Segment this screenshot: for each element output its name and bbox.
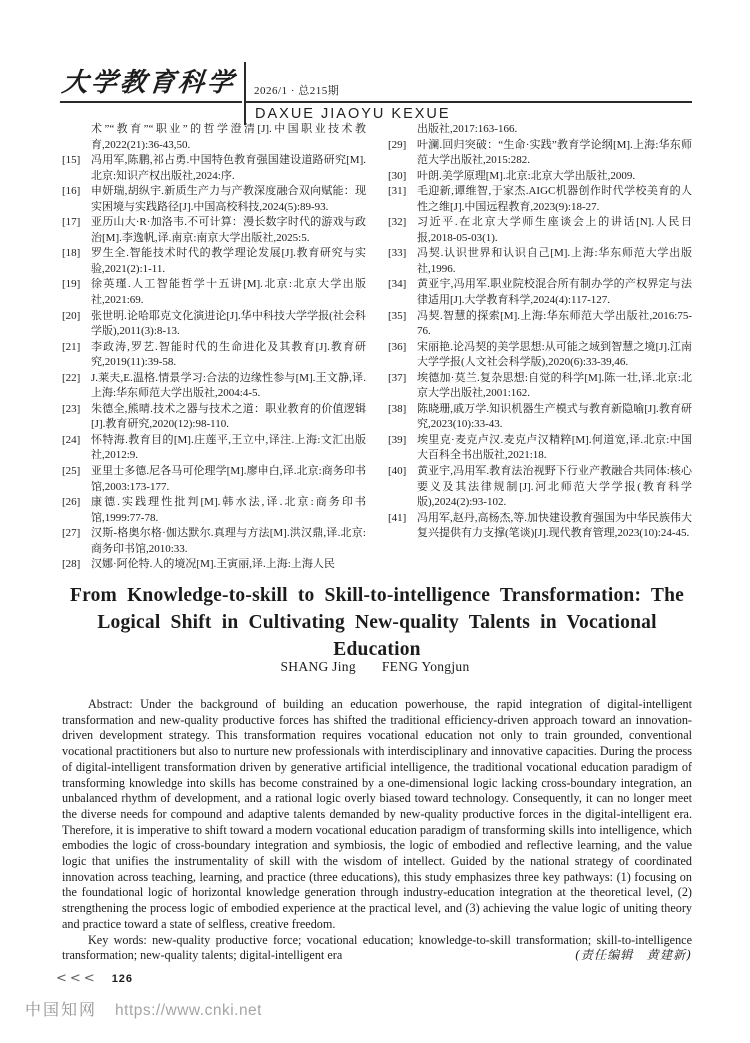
references-right-column [388, 122, 692, 573]
editor-note: (责任编辑 黄建新) [574, 948, 692, 963]
reference-number: [17] [62, 216, 81, 229]
issue-info: 2026/1 · 总215期 [244, 62, 692, 103]
journal-pinyin: DAXUE JIAOYU KEXUE [244, 103, 692, 125]
reference-text: 出版社,2017:163-166. [417, 123, 518, 135]
reference-item [62, 340, 366, 371]
reference-number: [34] [388, 278, 407, 291]
reference-number: [19] [62, 278, 81, 291]
reference-item [388, 309, 692, 340]
author-name: FENG Yongjun [381, 659, 470, 674]
reference-number: [16] [62, 185, 81, 198]
abstract-paragraph [62, 697, 692, 933]
reference-item [62, 464, 366, 495]
reference-item [62, 495, 366, 526]
reference-number: [32] [388, 216, 407, 229]
reference-number: [29] [388, 138, 407, 151]
reference-item [388, 340, 692, 371]
reference-text: 埃德加·莫兰.复杂思想:自觉的科学[M].陈一壮,译.北京:北京大学出版社,2001:162. [417, 371, 692, 400]
reference-number [62, 122, 91, 153]
reference-item [388, 138, 692, 169]
reference-text: 宋丽艳.论冯契的美学思想:从可能之域到智慧之境[J].江南大学学报(人文社会科学版),2020(6):33-39,46. [417, 340, 692, 369]
reference-text: 埃里克·麦克卢汉.麦克卢汉精粹[M].何道宽,译.北京:中国大百科全书出版社,2021:18. [417, 433, 692, 462]
reference-text: 冯用军,赵丹,高杨杰,等.加快建设教育强国为中华民族伟大复兴提供有力支撑(笔谈)[J].现代教育管理,2023(10):24-45. [417, 511, 692, 540]
reference-number: [20] [62, 309, 81, 322]
author-name: SHANG Jing [280, 659, 356, 674]
reference-text: 亚历山大·R·加洛韦.不可计算：漫长数字时代的游戏与政治[M].李逸帆,译.南京:南京大学出版社,2025:5. [91, 216, 366, 244]
reference-text: 毛迎新,谭维智,于家杰.AIGC机器创作时代学校美育的人性之维[J].中国远程教育,2023(9):18-27. [417, 185, 692, 213]
reference-item [62, 277, 366, 308]
reference-number: [37] [388, 371, 407, 384]
reference-text: 冯契.认识世界和认识自己[M].上海:华东师范大学出版社,1996. [417, 247, 692, 275]
reference-text: 李政涛,罗艺.智能时代的生命进化及其教育[J].教育研究,2019(11):39-58. [91, 340, 366, 369]
reference-item [388, 371, 692, 402]
reference-item [388, 433, 692, 464]
reference-item [62, 309, 366, 340]
reference-text: 罗生全.智能技术时代的教学理论发展[J].教育研究与实验,2021(2):1-11. [91, 247, 366, 275]
reference-number: [15] [62, 154, 81, 167]
reference-item [388, 184, 692, 215]
reference-item [62, 557, 366, 573]
reference-text: 申妍瑞,胡纵宇.新质生产力与产教深度融合双向赋能：现实困境与实践路径[J].中国高校科技,2024(5):89-93. [91, 185, 366, 213]
reference-text: J.莱夫,E.温格.情景学习:合法的边缘性参与[M].王文静,译.上海:华东师范大学出版社,2004:4-5. [91, 371, 366, 400]
reference-text: 术”“教育”“职业”的哲学澄清[J].中国职业技术教育,2022(21):36-43,50. [91, 123, 366, 151]
article-authors [0, 659, 750, 675]
reference-item [62, 371, 366, 402]
page-nav [56, 971, 133, 986]
reference-number: [28] [62, 558, 81, 571]
keywords-label: Key words: [88, 932, 153, 947]
keywords-paragraph [62, 933, 692, 964]
journal-header [62, 62, 692, 125]
reference-number: [21] [62, 340, 81, 353]
reference-item [62, 402, 366, 433]
reference-item [388, 511, 692, 542]
references-left-column [62, 122, 366, 573]
reference-text: 康德.实践理性批判[M].韩水法,译.北京:商务印书馆,1999:77-78. [91, 496, 366, 524]
chevrons-left-icon: <<< [56, 971, 98, 986]
reference-number: [24] [62, 433, 81, 446]
reference-text: 黄亚宇,冯用军.职业院校混合所有制办学的产权界定与法律适用[J].大学教育科学,2024(4):117-127. [417, 278, 692, 307]
reference-item [388, 169, 692, 185]
page-number: 126 [111, 973, 134, 985]
cnki-url: https://www.cnki.net [115, 1002, 262, 1019]
reference-text: 汉娜·阿伦特.人的境况[M].王寅丽,译.上海:上海人民 [91, 558, 335, 571]
abstract-label: Abstract: [88, 697, 141, 711]
reference-text: 叶朗.美学原理[M].北京:北京大学出版社,2009. [417, 169, 636, 182]
article-title-english: From Knowledge-to-skill to Skill-to-intelligence Transformation: The Logical Shift in Cultivating New-quality Talents in Vocational Education [69, 585, 684, 661]
reference-item [388, 464, 692, 511]
reference-text: 亚里士多德.尼各马可伦理学[M].廖申白,译.北京:商务印书馆,2003:173-177. [91, 465, 366, 493]
reference-item [62, 184, 366, 215]
reference-text: 朱德全,熊晴.技术之器与技术之道：职业教育的价值逻辑[J].教育研究,2020(12):98-110. [91, 402, 366, 431]
reference-item [62, 433, 366, 464]
reference-text: 习近平.在北京大学师生座谈会上的讲话[N].人民日报,2018-05-03(1). [417, 216, 692, 244]
reference-number: [41] [388, 511, 407, 524]
reference-text: 张世明.论哈耶克文化演进论[J].华中科技大学学报(社会科学版),2011(3):8-13. [91, 309, 366, 338]
reference-item [62, 526, 366, 557]
reference-number: [27] [62, 527, 81, 540]
reference-text: 冯契.智慧的探索[M].上海:华东师范大学出版社,2016:75-76. [417, 309, 692, 338]
reference-number: [30] [388, 169, 407, 182]
reference-item [62, 122, 366, 153]
reference-item [388, 215, 692, 246]
reference-number [388, 122, 417, 138]
reference-text: 徐英瑾.人工智能哲学十五讲[M].北京:北京大学出版社,2021:69. [91, 278, 366, 307]
abstract-section [62, 697, 692, 964]
references-section [62, 122, 692, 573]
cnki-watermark [25, 997, 262, 1020]
reference-number: [36] [388, 340, 407, 353]
reference-item [62, 215, 366, 246]
reference-number: [18] [62, 247, 81, 260]
reference-item [388, 246, 692, 277]
reference-number: [40] [388, 465, 407, 478]
reference-number: [23] [62, 402, 81, 415]
reference-number: [33] [388, 247, 407, 260]
reference-text: 陈晓珊,戚万学.知识机器生产模式与教育新隐喻[J].教育研究,2023(10):33-43. [417, 402, 692, 431]
keywords-text: new-quality productive force; vocational education; knowledge-to-skill transformation; skill-to-intelligence transformation; new-quality talents; digital-intelligent era [62, 932, 692, 963]
reference-number: [35] [388, 309, 407, 322]
reference-item [388, 402, 692, 433]
reference-number: [26] [62, 496, 81, 509]
reference-number: [22] [62, 371, 81, 384]
abstract-text: Under the background of building an education powerhouse, the rapid integration of digital-intelligent transformation and new-quality productive forces has shifted the traditional efficiency-driven approach toward an innovation-driven development strategy. This transformation requires vocational education not only to train grounded, conventional vocational practitioners but also to nurture new professionals with interdisciplinary and innovative capacities. During the process of digital-intelligent transformation driven by generative artificial intelligence, the traditional vocational education paradigm of transforming knowledge into skills has become constrained by a one-dimensional logic lacking cross-boundary integration, an unbalanced rhythm of development, and a rational logic overly biased toward technology. Consequently, it can no longer meet the diverse needs for compound and adaptive talents demanded by new-quality productive forces in the digital-intelligent era. Therefore, it is imperative to shift toward a modern vocational education paradigm of transforming skills into intelligence, which embodies the logic of cross-boundary integration and symbiosis, the logic of embodied and reflective learning, and the value logic that unifies the instrumentality of skill with the wisdom of intellect. Guided by the national strategy of coordinated innovation across teaching, learning, and practice (three educations), this study emphasizes three key pathways: (1) focusing on the foundational logic of horizontal knowledge generation through industry-education integration at the theoretical level, (2) strengthening the process logic of embodied experience at the practical level, and (3) achieving the value logic of uniting theory and practice toward a state of selfless, creative freedom. [62, 697, 692, 931]
reference-item [62, 246, 366, 277]
reference-item [388, 277, 692, 308]
reference-number: [31] [388, 185, 407, 198]
reference-item [62, 153, 366, 184]
reference-text: 冯用军,陈鹏,祁占勇.中国特色教育强国建设道路研究[M].北京:知识产权出版社,2024:序. [91, 154, 366, 182]
reference-number: [38] [388, 402, 407, 415]
reference-number: [25] [62, 465, 81, 478]
reference-number: [39] [388, 433, 407, 446]
journal-logo: 大学教育科学 [60, 62, 246, 103]
cnki-site-name: 中国知网 [25, 1002, 98, 1019]
reference-item [388, 122, 692, 138]
reference-text: 汉斯-格奥尔格·伽达默尔.真理与方法[M].洪汉鼎,译.北京:商务印书馆,2010:33. [91, 527, 366, 555]
reference-text: 黄亚宇,冯用军.教育法治视野下行业产教融合共同体:核心要义及其法律规制[J].河北师范大学学报(教育科学版),2024(2):93-102. [417, 465, 692, 509]
reference-text: 叶澜.回归突破：“生命·实践”教育学论纲[M].上海:华东师范大学出版社,2015:282. [417, 138, 692, 167]
reference-text: 怀特海.教育目的[M].庄莲平,王立中,译注.上海:文汇出版社,2012:9. [91, 433, 366, 462]
